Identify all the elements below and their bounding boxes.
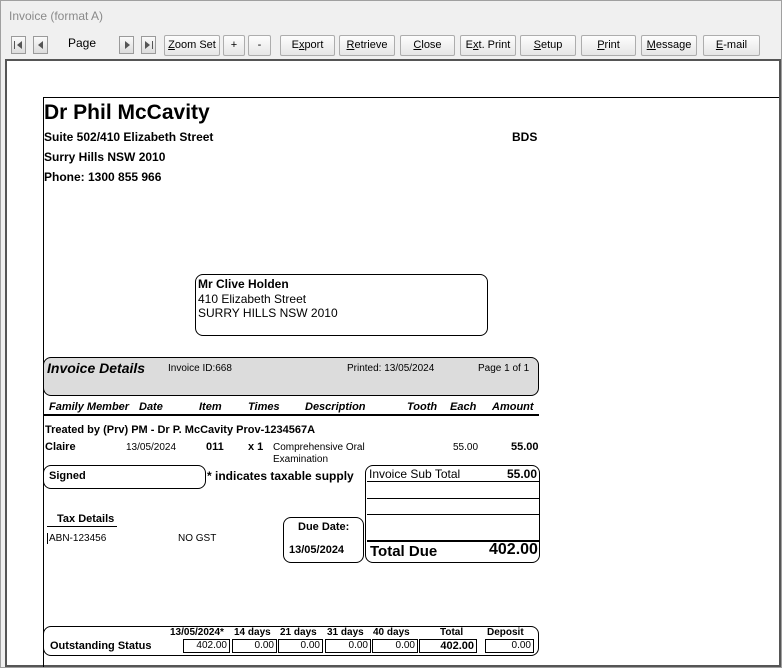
col-family-member: Family Member [49,401,130,413]
os-header-total: Total [440,627,464,638]
invoice-id: Invoice ID:668 [168,363,232,374]
retrieve-label: etrieve [354,39,388,51]
practice-phone: Phone: 1300 855 966 [44,170,162,184]
page-count: Page 1 of 1 [478,363,530,374]
page-top-border [43,97,779,98]
totals-line-3 [367,514,539,515]
previous-page-icon [38,41,43,49]
line-description-2: Examination [273,454,329,465]
os-value-total: 402.00 [419,639,477,653]
printed-date: Printed: 13/05/2024 [347,363,435,374]
ext-print-button[interactable] [460,35,516,56]
line-description-1: Comprehensive Oral [273,442,365,453]
os-header-31: 31 days [327,627,364,638]
close-label: lose [421,39,442,51]
col-amount: Amount [492,401,534,413]
close-button[interactable] [400,35,455,56]
col-times: Times [248,401,280,413]
os-value-14: 0.00 [232,639,277,653]
col-each: Each [450,401,477,413]
export-label-start: E [291,39,299,51]
os-header-current: 13/05/2024* [170,627,224,638]
totals-line-1 [367,481,539,482]
line-amount: 55.00 [511,441,539,453]
next-page-button[interactable] [119,36,134,54]
line-each: 55.00 [453,442,479,453]
export-label: port [304,39,324,51]
invoice-document [7,61,779,665]
setup-label: etup [540,39,563,51]
subtotal-label: Invoice Sub Total [369,467,461,481]
line-item-code: 011 [206,441,224,453]
toolbar [1,33,781,59]
patient-address-line2: SURRY HILLS NSW 2010 [198,306,338,320]
last-page-arrow-icon [145,41,150,49]
next-page-icon [125,41,130,49]
os-value-deposit: 0.00 [485,639,534,653]
due-date-value: 13/05/2024 [289,544,345,556]
setup-button[interactable] [520,35,576,56]
email-label: -mail [723,39,748,51]
message-label: essage [655,39,692,51]
subtotal-value: 55.00 [507,467,538,481]
first-page-button[interactable] [11,36,26,54]
treated-by: Treated by (Prv) PM - Dr P. McCavity Prov-1234567A [45,424,316,436]
signed-label: Signed [49,470,86,482]
last-page-icon [152,41,153,49]
taxable-supply-note: * indicates taxable supply [207,469,354,483]
line-times: x 1 [248,441,264,453]
invoice-details-title: Invoice Details [47,360,146,376]
retrieve-button[interactable] [339,35,395,56]
patient-address-line1: 410 Elizabeth Street [198,292,307,306]
col-description: Description [305,401,366,413]
first-page-icon [14,41,15,49]
abn-number: ABN-123456 [49,533,107,544]
first-page-arrow-icon [17,41,22,49]
ext-print-mnemonic: x [473,39,479,51]
ext-print-label: t. Print [478,39,511,51]
email-button[interactable] [703,35,760,56]
tax-details-underline [47,526,117,527]
patient-name: Mr Clive Holden [198,277,289,291]
col-tooth: Tooth [407,401,438,413]
col-item: Item [199,401,222,413]
practice-address-line2: Surry Hills NSW 2010 [44,150,166,164]
os-header-21: 21 days [280,627,317,638]
due-date-label: Due Date: [298,521,350,533]
window-title: Invoice (format A) [9,9,104,23]
zoom-set-button[interactable] [164,35,220,56]
os-value-21: 0.00 [278,639,323,653]
zoom-in-button[interactable]: + [223,35,245,56]
os-header-40: 40 days [373,627,410,638]
print-button[interactable] [581,35,636,56]
previous-page-button[interactable] [33,36,48,54]
line-member: Claire [45,441,76,453]
line-date: 13/05/2024 [126,442,177,453]
tax-details-header: Tax Details [57,513,115,525]
page-label: Page [68,36,97,50]
close-mnemonic: C [413,39,422,51]
report-viewer[interactable] [5,59,781,667]
os-value-current: 402.00 [183,639,230,653]
os-header-deposit: Deposit [487,627,524,638]
setup-mnemonic: S [533,39,541,51]
column-header-underline [43,414,539,416]
outstanding-status-label: Outstanding Status [50,640,152,652]
os-value-40: 0.00 [372,639,418,653]
last-page-button[interactable] [141,36,156,54]
print-label: rint [604,39,620,51]
totals-line-2 [367,498,539,499]
practice-qualification: BDS [512,130,538,144]
os-value-31: 0.00 [325,639,371,653]
total-due-label: Total Due [370,543,438,560]
print-mnemonic: P [597,39,605,51]
zoom-set-mnemonic: Z [168,39,175,51]
export-button[interactable] [280,35,335,56]
message-mnemonic: M [646,39,656,51]
practice-address-line1: Suite 502/410 Elizabeth Street [44,130,214,144]
retrieve-mnemonic: R [346,39,355,51]
zoom-set-label: oom Set [174,39,216,51]
practice-name: Dr Phil McCavity [44,101,210,124]
message-button[interactable] [641,35,697,56]
os-header-14: 14 days [234,627,271,638]
col-date: Date [139,401,163,413]
email-mnemonic: E [715,39,724,51]
gst-status: NO GST [178,533,217,544]
export-mnemonic: x [298,39,305,51]
ext-print-label-start: E [465,39,474,51]
zoom-out-button[interactable]: - [248,35,271,56]
total-due-value: 402.00 [489,541,538,558]
